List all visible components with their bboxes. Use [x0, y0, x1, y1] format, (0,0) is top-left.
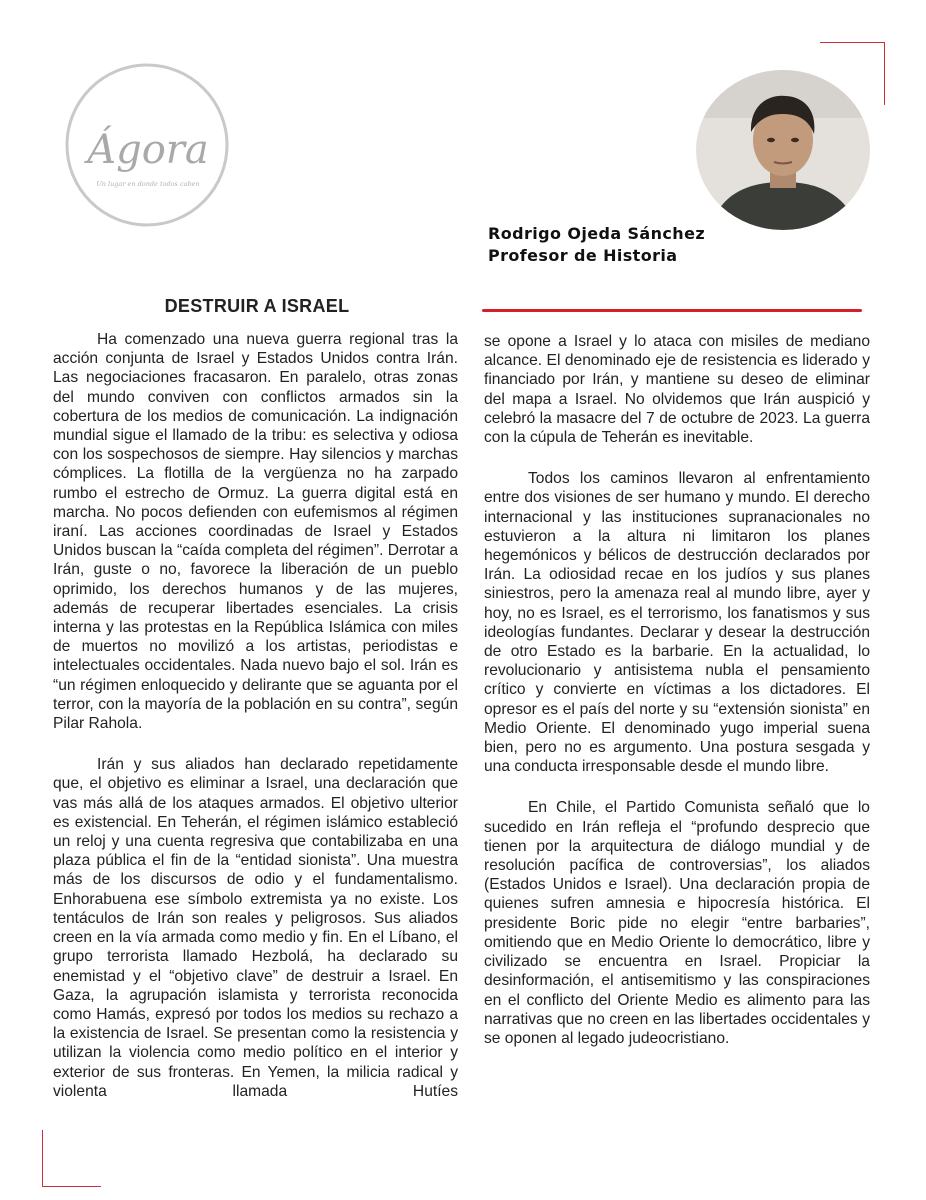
logo-tagline: Un lugar en donde todos caben — [96, 180, 200, 188]
logo-wordmark: Ágora — [87, 127, 209, 173]
paragraph: Todos los caminos llevaron al enfrentamiento entre dos visiones de ser humano y mundo. El derecho internacional y las instituciones supranacionales no estuvieron a la altura ni limitaron los planes hegemónicos y bélicos de destrucción declarados por Irán. La odiosidad recae en los judíos y sus planes siniestros, pero la amenaza real al mundo libre, ayer y hoy, no es Israel, es el terrorismo, los fanatismos y sus ideologías fundantes. Declarar y desear la destrucción de otro Estado es la barbarie. En la actualidad, lo revolucionario y antisistema nubla el pensamiento crítico y convierte en víctimas a los dictadores. El opresor es el país del norte y su “extensión sionista” en Medio Oriente. El denominado yugo imperial suena bien, pero no es argumento. Una postura sesgada y una conducta irresponsable desde el mundo libre. — [484, 470, 870, 776]
author-name: Rodrigo Ojeda Sánchez — [488, 224, 706, 243]
paragraph: Ha comenzado una nueva guerra regional tras la acción conjunta de Israel y Estados Unidos contra Irán. Las negociaciones fracasaron. En paralelo, otras zonas del mundo conviven con conflictos armados sin la cobertura de los medios de comunicación. La indignación mundial sigue el llamado de la tribu: es selectiva y odiosa con los sospechosos de siempre. Hay silencios y marchas cómplices. La flotilla de la vergüenza no ha zarpado rumbo el estrecho de Ormuz. La guerra digital está en marcha. No pocos defienden con eufemismos al régimen iraní. Las acciones coordinadas de Israel y Estados Unidos buscan la “caída completa del régimen”. Derrotar a Irán, guste o no, favorece la liberación de un pueblo oprimido, los derechos humanos y de las mujeres, además de recuperar libertades esenciales. La crisis interna y las protestas en la República Islámica con miles de muertos no movilizó a los artistas, periodistas e intelectuales occidentales. Nada nuevo bajo el sol. Irán es “un régimen enloquecido y delirante que se aguanta por el terror, con la mayoría de la población en su contra”, según Pilar Rahola. — [53, 331, 458, 733]
author-title: Profesor de Historia — [488, 246, 678, 265]
agora-logo — [64, 62, 230, 228]
corner-bracket-bottom-left — [42, 1130, 101, 1187]
article-column-left — [53, 330, 458, 1123]
divider-line — [482, 309, 862, 312]
paragraph: En Chile, el Partido Comunista señaló que lo sucedido en Irán refleja el “profundo desprecio que tienen por la arquitectura de diálogo mundial y de resolución pacífica de controversias”, los aliados (Estados Unidos e Israel). Una declaración propia de quienes sufren amnesia e hipocresía histórica. El presidente Boric pide no elegir “entre barbaries”, omitiendo que en Medio Oriente lo democrático, libre y civilizado se encuentra en Israel. Propiciar la desinformación, el antisemitismo y las conspiraciones en el conflicto del Oriente Medio es alimento para las narrativas que no creen en las libertades occidentales y se oponen al legado judeocristiano. — [484, 799, 870, 1047]
article-headline: DESTRUIR A ISRAEL — [164, 296, 350, 316]
article-column-right — [484, 332, 870, 1070]
paragraph: Irán y sus aliados han declarado repetidamente que, el objetivo es eliminar a Israel, una declaración que vas más allá de los ataques armados. El objetivo ulterior es existencial. En Teherán, el régimen islámico estableció un reloj y una cuenta regresiva que contabilizaba en una plaza pública el fin de la “entidad sionista”. Una muestra más de los discursos de odio y el fundamentalismo. Enhorabuena ese símbolo extremista ya no existe. Los tentáculos de Irán son reales y peligrosos. Sus aliados creen en la vía armada como medio y fin. En el Líbano, el grupo terrorista llamado Hezbolá, ha declarado su enemistad y el “objetivo clave” de destruir a Israel. En Gaza, la agrupación islamista y terrorista reconocida como Hamás, expresó por todos los medios su rechazo a la existencia de Israel. Se presentan como la resistencia y utilizan la violencia como medio político en el interior y exterior de sus fronteras. En Yemen, la milicia radical y violenta llamada Hutíes — [53, 756, 458, 1100]
paragraph: se opone a Israel y lo ataca con misiles de mediano alcance. El denominado eje de resistencia es liderado y financiado por Irán, y mantiene su deseo de eliminar del mapa a Israel. No olvidemos que Irán auspició y celebró la masacre del 7 de octubre de 2023. La guerra con la cúpula de Teherán es inevitable. — [484, 333, 870, 447]
author-photo — [696, 70, 870, 230]
